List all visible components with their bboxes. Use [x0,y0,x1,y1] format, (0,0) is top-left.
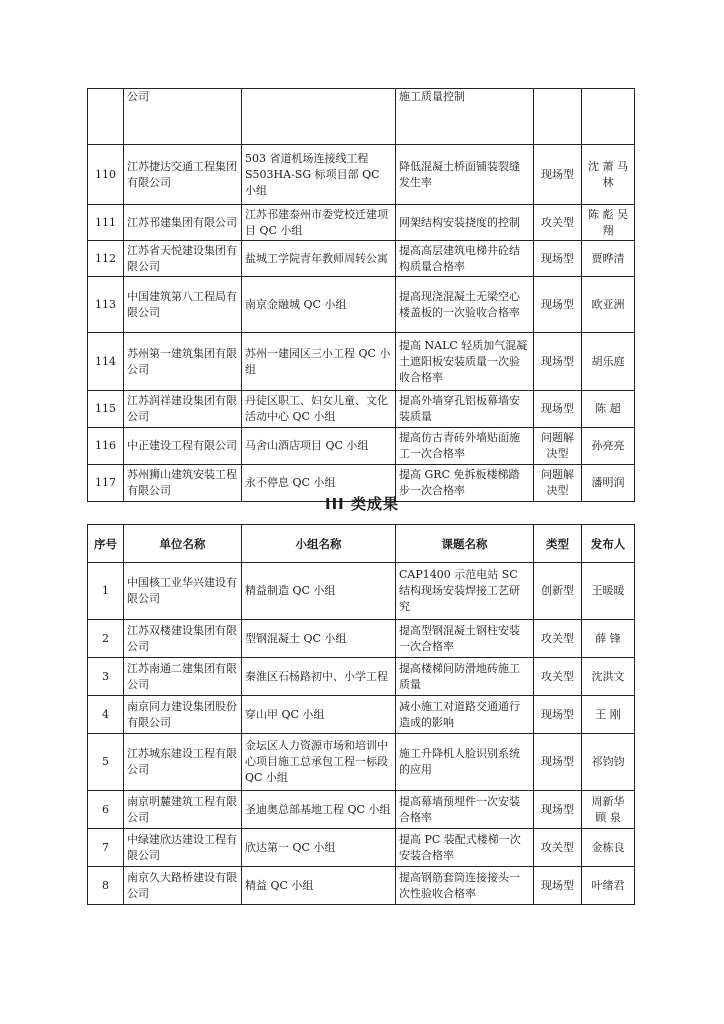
group-name: 欣达第一 QC 小组 [242,829,396,867]
row-number [88,89,124,145]
unit-name: 江苏南通二建集团有限公司 [124,658,242,696]
row-number: 8 [88,867,124,905]
group-name: 精益 QC 小组 [242,867,396,905]
topic-name: 提高 PC 装配式楼梯一次安装合格率 [396,829,534,867]
unit-name: 中国建筑第八工程局有限公司 [124,277,242,333]
group-name: 秦淮区石杨路初中、小学工程 [242,658,396,696]
row-number: 6 [88,791,124,829]
result-type [534,89,582,145]
result-type: 问题解决型 [534,428,582,465]
result-type: 现场型 [534,145,582,205]
topic-name: CAP1400 示范电站 SC 结构现场安装焊接工艺研究 [396,563,534,620]
result-type: 现场型 [534,696,582,734]
unit-name: 苏州狮山建筑安装工程有限公司 [124,465,242,502]
group-name: 精益制造 QC 小组 [242,563,396,620]
publisher: 王 刚 [582,696,635,734]
header-type: 类型 [534,525,582,563]
group-name: 圣迪奥总部基地工程 QC 小组 [242,791,396,829]
topic-name: 提高仿古青砖外墙贴面施工一次合格率 [396,428,534,465]
unit-name: 江苏省天悦建设集团有限公司 [124,241,242,277]
topic-name: 提高外墙穿孔铝板幕墙安装质量 [396,391,534,428]
result-type: 攻关型 [534,205,582,241]
table-row [88,277,635,333]
group-name: 永不停息 QC 小组 [242,465,396,502]
topic-name: 网架结构安装挠度的控制 [396,205,534,241]
topic-name: 提高钢筋套筒连接接头一次性验收合格率 [396,867,534,905]
result-type: 现场型 [534,867,582,905]
row-number: 4 [88,696,124,734]
table-header-row [88,525,635,563]
topic-name: 提高楼梯间防滑地砖施工质量 [396,658,534,696]
row-number: 115 [88,391,124,428]
header-group: 小组名称 [242,525,396,563]
topic-name: 提高型钢混凝土钢柱安装一次合格率 [396,620,534,658]
topic-name: 施工质量控制 [396,89,534,145]
topic-name: 提高 GRC 免拆板楼梯踏步一次合格率 [396,465,534,502]
result-type: 现场型 [534,241,582,277]
result-type: 攻关型 [534,658,582,696]
table-row [88,867,635,905]
row-number: 3 [88,658,124,696]
row-number: 116 [88,428,124,465]
table-row [88,620,635,658]
topic-name: 降低混凝土桥面铺装裂缝发生率 [396,145,534,205]
table-row [88,563,635,620]
group-name: 503 省道机场连接线工程 S503HA-SG 标项目部 QC 小组 [242,145,396,205]
row-number: 110 [88,145,124,205]
group-name: 型钢混凝土 QC 小组 [242,620,396,658]
unit-name: 江苏城东建设工程有限公司 [124,734,242,791]
unit-name: 公司 [124,89,242,145]
unit-name: 江苏双楼建设集团有限公司 [124,620,242,658]
header-publisher: 发布人 [582,525,635,563]
result-type: 现场型 [534,734,582,791]
table-row [88,734,635,791]
publisher: 陈 彪 吴 翔 [582,205,635,241]
row-number: 112 [88,241,124,277]
topic-name: 提高 NALC 轻质加气混凝土遮阳板安装质量一次验收合格率 [396,333,534,391]
result-type: 攻关型 [534,620,582,658]
unit-name: 江苏润祥建设集团有限公司 [124,391,242,428]
unit-name: 南京久大路桥建设有限公司 [124,867,242,905]
publisher: 陈 超 [582,391,635,428]
table-row [88,333,635,391]
topic-name: 提高高层建筑电梯井砼结构质量合格率 [396,241,534,277]
header-number: 序号 [88,525,124,563]
table-row [88,829,635,867]
table-row [88,658,635,696]
publisher: 胡乐庭 [582,333,635,391]
table-row [88,145,635,205]
publisher: 王暖暖 [582,563,635,620]
group-name: 金坛区人力资源市场和培训中心项目施工总承包工程一标段 QC 小组 [242,734,396,791]
group-name: 南京金融城 QC 小组 [242,277,396,333]
header-topic: 课题名称 [396,525,534,563]
table-row [88,241,635,277]
group-name: 丹徒区职工、妇女儿童、文化活动中心 QC 小组 [242,391,396,428]
publisher: 周新华 顾 泉 [582,791,635,829]
group-name: 江苏邗建泰州市委党校迁建项目 QC 小组 [242,205,396,241]
topic-name: 提高现浇混凝土无梁空心楼盖板的一次验收合格率 [396,277,534,333]
section-title: III 类成果 [325,495,399,513]
publisher: 沈 萧 马 林 [582,145,635,205]
table-row [88,791,635,829]
table-row [88,696,635,734]
unit-name: 中正建设工程有限公司 [124,428,242,465]
row-number: 5 [88,734,124,791]
result-type: 现场型 [534,391,582,428]
table-row [88,89,635,145]
unit-name: 中国核工业华兴建设有限公司 [124,563,242,620]
result-type: 创新型 [534,563,582,620]
publisher [582,89,635,145]
unit-name: 中绿建欣达建设工程有限公司 [124,829,242,867]
publisher: 孙亮亮 [582,428,635,465]
table-row [88,391,635,428]
result-type: 现场型 [534,333,582,391]
group-name: 盐城工学院青年教师周转公寓 [242,241,396,277]
topic-name: 减小施工对道路交通通行造成的影响 [396,696,534,734]
row-number: 114 [88,333,124,391]
row-number: 117 [88,465,124,502]
unit-name: 江苏邗建集团有限公司 [124,205,242,241]
group-name: 穿山甲 QC 小组 [242,696,396,734]
result-type: 现场型 [534,277,582,333]
results-table-continued [87,88,635,502]
publisher: 贾晔清 [582,241,635,277]
publisher: 欧亚洲 [582,277,635,333]
header-unit: 单位名称 [124,525,242,563]
table-row [88,205,635,241]
publisher: 叶绪君 [582,867,635,905]
group-name: 苏州一建园区三小工程 QC 小组 [242,333,396,391]
result-type: 攻关型 [534,829,582,867]
publisher: 潘明润 [582,465,635,502]
row-number: 113 [88,277,124,333]
row-number: 2 [88,620,124,658]
group-name [242,89,396,145]
row-number: 1 [88,563,124,620]
unit-name: 苏州第一建筑集团有限公司 [124,333,242,391]
row-number: 111 [88,205,124,241]
publisher: 沈洪文 [582,658,635,696]
unit-name: 南京同力建设集团股份有限公司 [124,696,242,734]
unit-name: 南京明麓建筑工程有限公司 [124,791,242,829]
row-number: 7 [88,829,124,867]
result-type: 问题解决型 [534,465,582,502]
publisher: 祁钧钧 [582,734,635,791]
publisher: 薛 锋 [582,620,635,658]
result-type: 现场型 [534,791,582,829]
publisher: 金栋良 [582,829,635,867]
group-name: 马舍山酒店项目 QC 小组 [242,428,396,465]
topic-name: 施工升降机人脸识别系统的应用 [396,734,534,791]
topic-name: 提高幕墙预埋件一次安装合格率 [396,791,534,829]
results-table-class-iii [87,524,635,905]
table-row [88,428,635,465]
unit-name: 江苏捷达交通工程集团有限公司 [124,145,242,205]
